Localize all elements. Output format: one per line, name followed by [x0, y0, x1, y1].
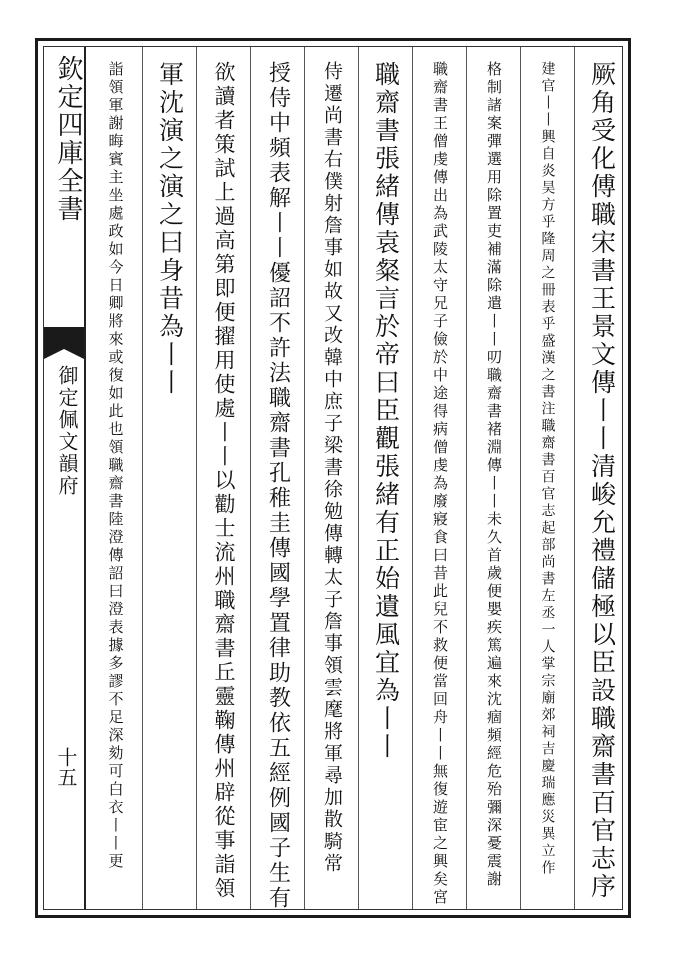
column-text: 厥角受化傅職宋書王景文傳丨丨清峻允禮儲極以臣設職齋書百官志序	[587, 61, 617, 901]
text-column-7	[250, 47, 304, 909]
column-text: 格制諸案彈選用除置吏補滿除遣丨丨叨職齋書褚淵傳丨丨未久首歲便嬰疾篤遍來沈痼頻經危殆彌深憂震謝	[485, 61, 503, 889]
text-column-2	[520, 47, 574, 909]
text-columns	[84, 47, 629, 909]
column-text: 欲讀者策試上過高第即便擢用使處丨丨以勸士流州職齋書丘靈鞠傳州辟從事詣領	[212, 61, 236, 901]
column-text: 軍沈演之演之曰身昔為丨丨	[155, 61, 185, 397]
text-column-9	[142, 47, 196, 909]
text-column-4	[412, 47, 466, 909]
book-title: 欽定四庫全書	[53, 55, 83, 223]
text-column-1	[574, 47, 628, 909]
column-text: 職齋書張緒傳袁粲言於帝曰臣觀張緒有正始遺風宜為丨丨	[371, 61, 401, 761]
text-column-6	[304, 47, 358, 909]
page-number: 十五	[54, 747, 78, 787]
page-frame	[35, 38, 631, 918]
column-text: 建官丨丨興自炎昊方乎隆周之冊表乎盛漢之書注職齋書百官志起部尚書左丞一人掌宗廟郊祠吉慶瑞應災異立作	[539, 61, 556, 877]
section-title: 御定佩文韻府	[55, 365, 79, 497]
column-text: 侍遷尚書右僕射詹事如故又改韓中庶子梁書徐勉傳轉太子詹事領雲麾將軍尋加散騎常	[321, 61, 343, 875]
text-column-10	[88, 47, 142, 909]
fishtail-ornament	[44, 327, 84, 349]
inner-frame	[43, 46, 623, 910]
text-column-8	[196, 47, 250, 909]
column-text: 詣領軍謝晦賓主坐處政如今日卿將來或復如此也領職齋書陸澄傳詔曰澄表據多謬不足深劾可白衣丨丨更	[106, 61, 125, 871]
text-column-3	[466, 47, 520, 909]
column-text: 授侍中頻表解丨丨優詔不許法職齋書孔稚圭傳國學置律助教依五經例國子生有	[265, 61, 291, 911]
column-text: 職齋書王僧虔傳出為武陵太守兄子儉於中途得病僧虔為廢寢食曰昔此兒不救便當回舟丨丨無復遊宦之興矣宮	[431, 61, 449, 907]
text-column-5	[358, 47, 412, 909]
margin-strip	[44, 47, 86, 909]
